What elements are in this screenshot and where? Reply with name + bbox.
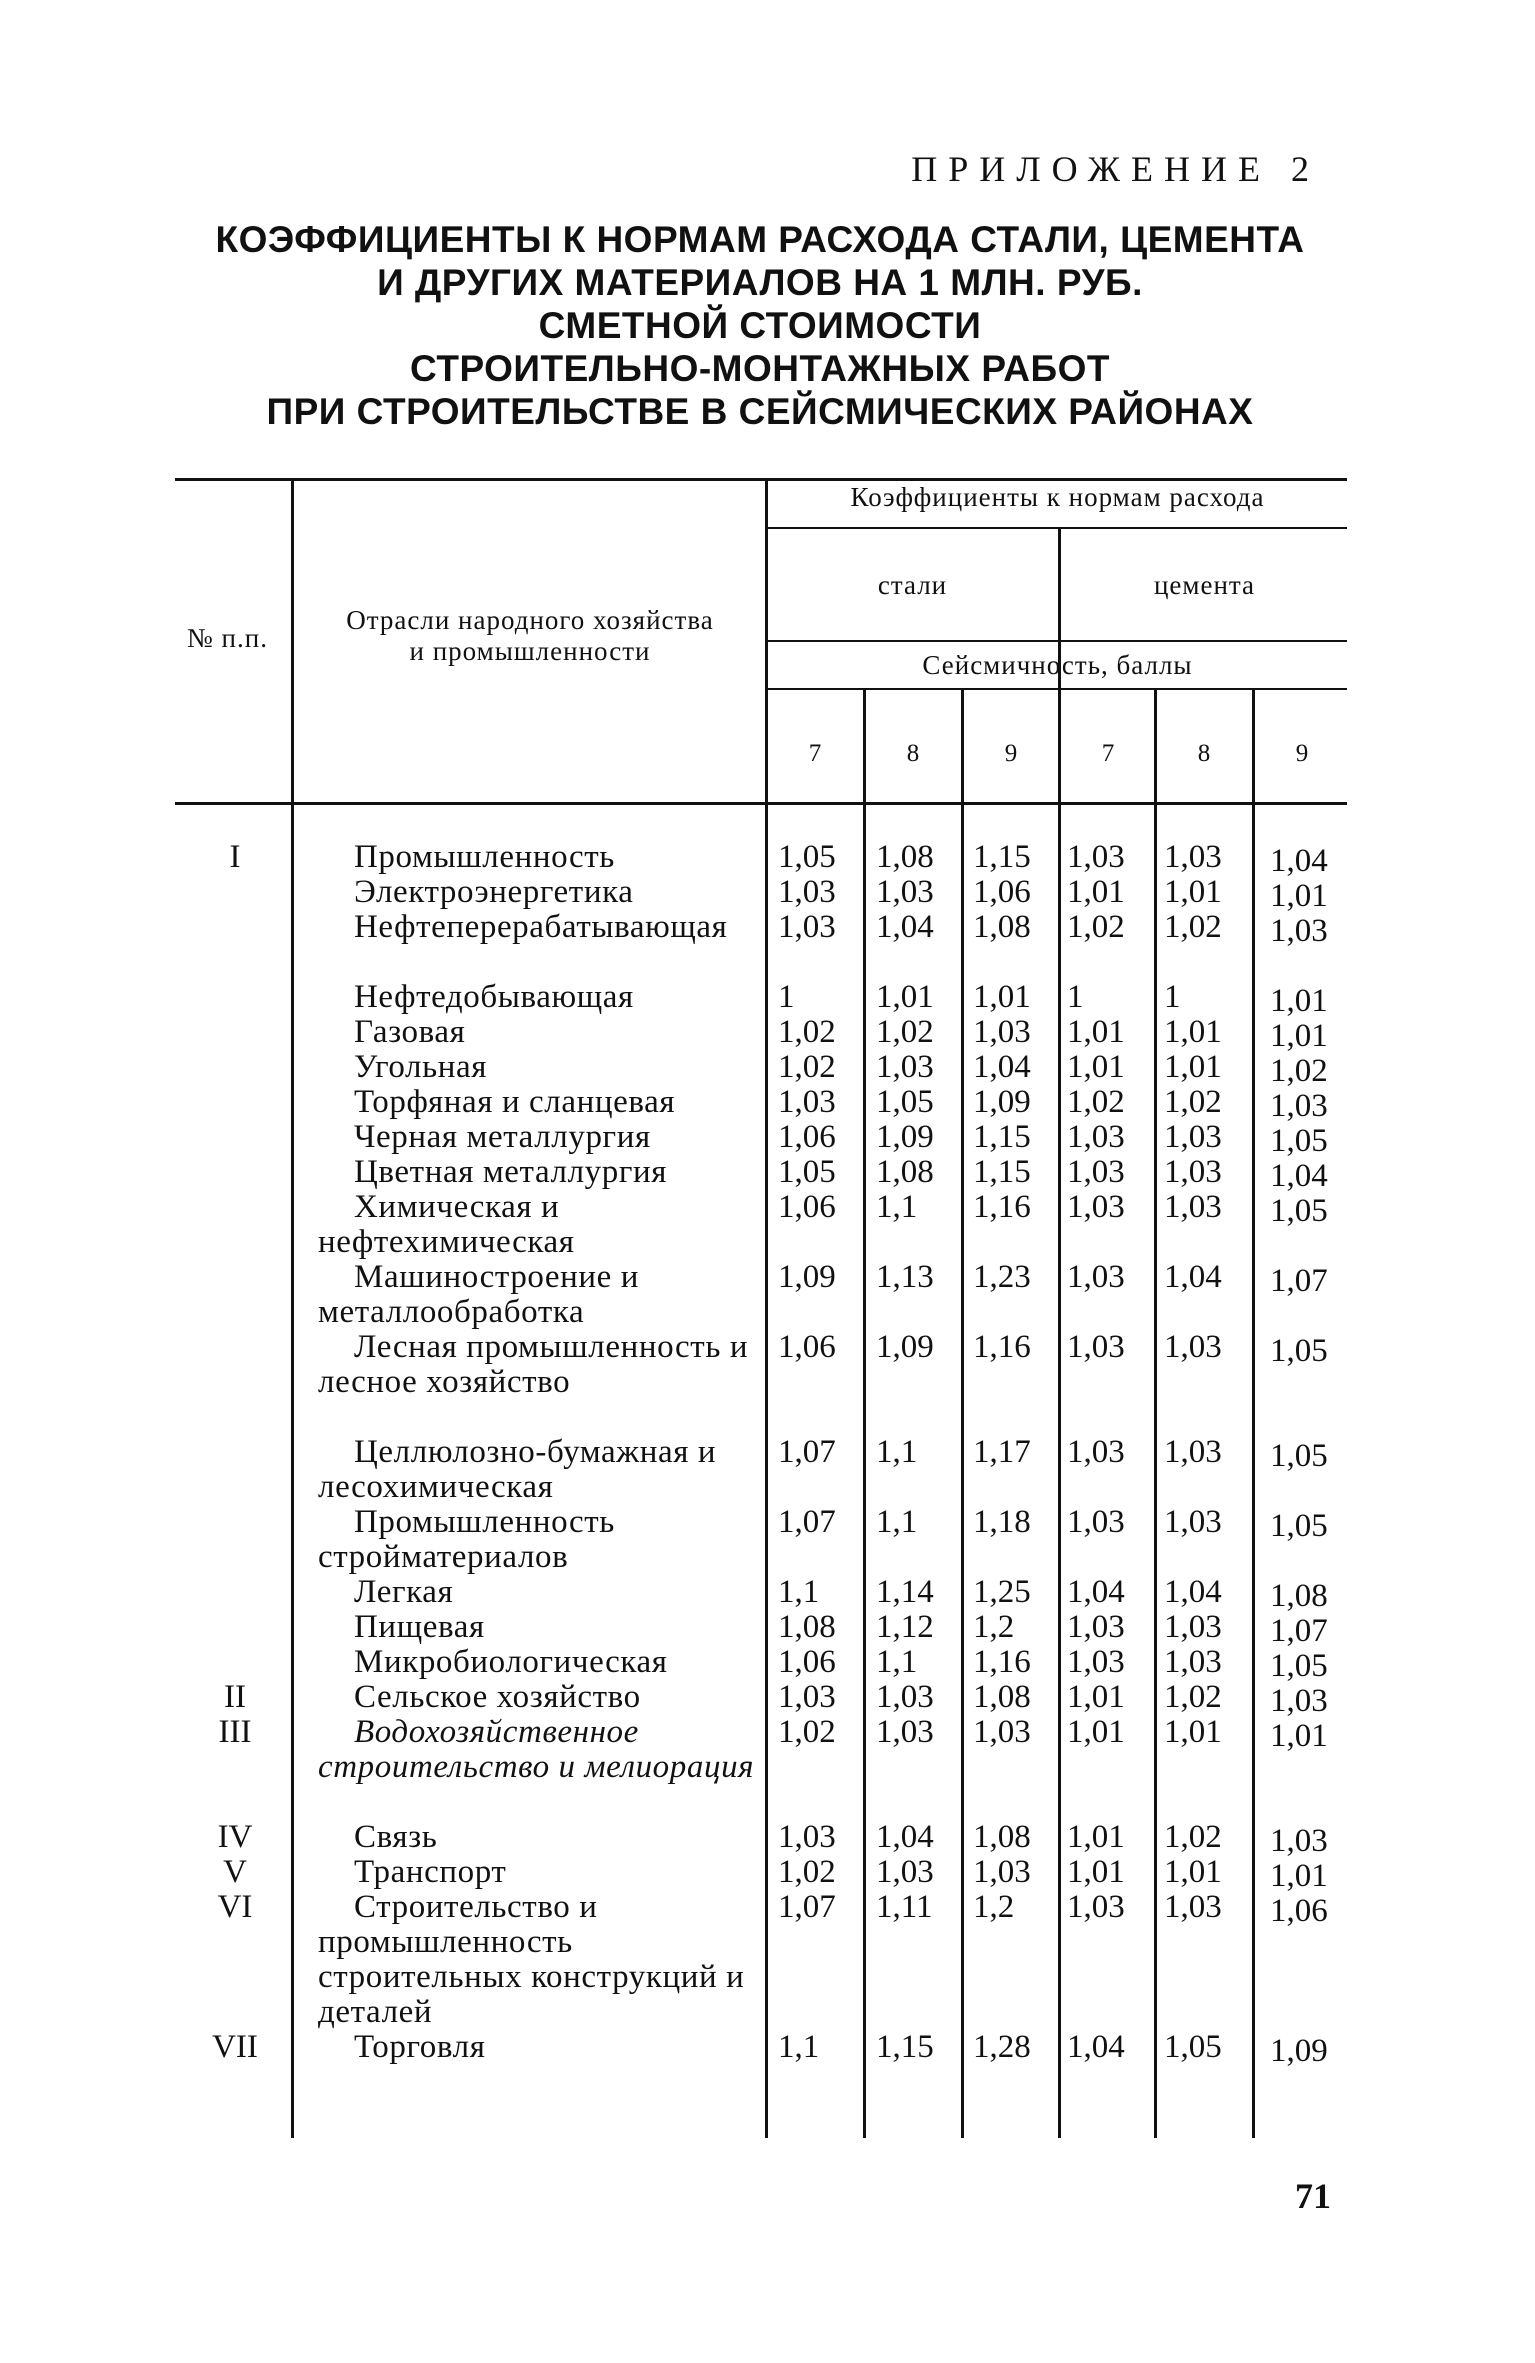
branch-name: Торфяная и сланцевая [354, 1084, 676, 1120]
table-top-rule [175, 478, 1347, 481]
row-number: VI [217, 1889, 253, 1925]
coefficient-value: 1,2 [973, 1609, 1015, 1645]
header-num: № п.п. [187, 623, 268, 653]
coefficient-value: 1,15 [876, 2029, 934, 2065]
coefficient-value: 1,06 [1270, 1893, 1328, 1929]
coefficient-value: 1,04 [876, 909, 934, 945]
col-divider-num [291, 478, 294, 2138]
header-level: 8 [906, 740, 921, 767]
branch-name: Транспорт [354, 1854, 507, 1890]
coefficient-value: 1,03 [1164, 1504, 1222, 1540]
branch-name: Цветная металлургия [354, 1154, 668, 1190]
coefficient-value: 1,03 [1067, 1644, 1125, 1680]
branch-name: Газовая [354, 1014, 466, 1050]
coefficient-value: 1,23 [973, 1259, 1031, 1295]
coefficient-value: 1,03 [1270, 1088, 1328, 1124]
coefficient-value: 1,04 [1164, 1259, 1222, 1295]
col-divider-7-8-steel [863, 690, 866, 2138]
coefficient-value: 1,03 [1270, 1823, 1328, 1859]
coefficient-value: 1,02 [778, 1854, 836, 1890]
branch-name: Угольная [354, 1049, 488, 1085]
header-level: 8 [1197, 740, 1212, 767]
coefficient-value: 1,03 [1164, 839, 1222, 875]
coefficient-value: 1,05 [1270, 1648, 1328, 1684]
coefficient-value: 1,02 [778, 1714, 836, 1750]
appendix-label: ПРИЛОЖЕНИЕ 2 [911, 149, 1320, 189]
coefficient-value: 1,01 [1067, 874, 1125, 910]
coefficient-value: 1,01 [1164, 874, 1222, 910]
coefficient-value: 1,03 [1164, 1434, 1222, 1470]
coefficient-value: 1,16 [973, 1329, 1031, 1365]
branch-name: Целлюлозно-бумажная и лесохимическая [318, 1434, 717, 1505]
branch-name: Водохозяйственное строительство и мелиорация [318, 1714, 755, 1785]
coefficient-value: 1,02 [778, 1049, 836, 1085]
coefficient-value: 1,02 [1164, 909, 1222, 945]
coefficient-value: 1,02 [778, 1014, 836, 1050]
coefficient-value: 1,15 [973, 839, 1031, 875]
coefficient-value: 1,02 [876, 1014, 934, 1050]
title-line: СМЕТНОЙ СТОИМОСТИ [538, 305, 982, 346]
branch-name: Легкая [354, 1574, 454, 1610]
coefficient-value: 1,03 [778, 1679, 836, 1715]
coefficient-value: 1,03 [1067, 1154, 1125, 1190]
coefficient-value: 1,03 [1067, 839, 1125, 875]
coefficient-value: 1,12 [876, 1609, 934, 1645]
coefficient-value: 1,08 [973, 1819, 1031, 1855]
coefficient-value: 1,03 [778, 874, 836, 910]
coefficient-value: 1,04 [1270, 1158, 1328, 1194]
coefficient-value: 1,11 [876, 1889, 933, 1925]
row-number: I [229, 839, 241, 875]
coefficient-value: 1,16 [973, 1189, 1031, 1225]
coefficient-value: 1,1 [876, 1434, 918, 1470]
document-title [170, 218, 1350, 433]
coefficient-value: 1,03 [973, 1714, 1031, 1750]
coefficient-value: 1,03 [1067, 1504, 1125, 1540]
header-level: 7 [808, 740, 823, 767]
coefficient-value: 1,08 [1270, 1578, 1328, 1614]
coefficient-value: 1,02 [1067, 909, 1125, 945]
coefficient-value: 1,25 [973, 1574, 1031, 1610]
coefficient-value: 1,03 [1067, 1119, 1125, 1155]
coefficient-value: 1,01 [1067, 1854, 1125, 1890]
col-divider-7-8-cement [1154, 690, 1157, 2138]
coefficient-value: 1,03 [1164, 1329, 1222, 1365]
coefficient-value: 1,05 [778, 839, 836, 875]
coefficient-value: 1,01 [1164, 1014, 1222, 1050]
coefficient-value: 1,01 [1270, 983, 1328, 1019]
coefficient-value: 1,06 [973, 874, 1031, 910]
branch-name: Электроэнергетика [354, 874, 634, 910]
header-bottom-rule [175, 802, 1347, 805]
coefficient-value: 1,03 [973, 1014, 1031, 1050]
coefficient-value: 1,05 [1270, 1123, 1328, 1159]
coefficient-value: 1,28 [973, 2029, 1031, 2065]
header-level: 9 [1004, 740, 1019, 767]
coefficient-value: 1,03 [1067, 1609, 1125, 1645]
coefficient-value: 1,04 [1164, 1574, 1222, 1610]
row-number: V [223, 1854, 247, 1890]
branch-name: Строительство и промышленность строительных конструкций и деталей [318, 1889, 745, 2030]
coefficient-value: 1,01 [1067, 1819, 1125, 1855]
header-seismicity: Сейсмичность, баллы [922, 650, 1193, 680]
coefficient-value: 1,05 [1270, 1438, 1328, 1474]
coefficient-value: 1,01 [1164, 1049, 1222, 1085]
coefficient-value: 1,02 [1067, 1084, 1125, 1120]
coefficient-value: 1,03 [876, 1049, 934, 1085]
col-divider-steel-cement [1058, 529, 1061, 2138]
coefficient-value: 1,15 [973, 1154, 1031, 1190]
coefficient-value: 1,02 [1164, 1819, 1222, 1855]
title-line: КОЭФФИЦИЕНТЫ К НОРМАМ РАСХОДА СТАЛИ, ЦЕМЕНТА [215, 219, 1305, 260]
title-line: СТРОИТЕЛЬНО-МОНТАЖНЫХ РАБОТ [410, 348, 1110, 389]
coefficient-value: 1,05 [778, 1154, 836, 1190]
coefficient-value: 1,01 [1067, 1679, 1125, 1715]
header-branch-line1: Отрасли народного хозяйства [346, 605, 714, 635]
coefficient-value: 1,06 [778, 1119, 836, 1155]
coefficient-value: 1,2 [973, 1889, 1015, 1925]
title-line: И ДРУГИХ МАТЕРИАЛОВ НА 1 МЛН. РУБ. [377, 262, 1143, 303]
coefficient-value: 1,06 [778, 1644, 836, 1680]
coefficient-value: 1,03 [1067, 1329, 1125, 1365]
coefficient-value: 1,01 [1270, 1018, 1328, 1054]
coefficient-value: 1,01 [1067, 1714, 1125, 1750]
coefficient-value: 1,18 [973, 1504, 1031, 1540]
coefficient-value: 1,03 [876, 1714, 934, 1750]
row-number: II [224, 1679, 246, 1715]
coefficient-value: 1,03 [1164, 1189, 1222, 1225]
coefficient-value: 1,05 [1164, 2029, 1222, 2065]
branch-name: Торговля [354, 2029, 486, 2065]
coefficient-value: 1,17 [973, 1434, 1031, 1470]
header-coefficients: Коэффициенты к нормам расхода [850, 482, 1265, 512]
branch-name: Черная металлургия [354, 1119, 651, 1155]
coefficient-value: 1,03 [876, 874, 934, 910]
coefficient-value: 1,07 [1270, 1613, 1328, 1649]
header-cement: цемента [1153, 570, 1256, 600]
coefficient-value: 1,03 [1067, 1189, 1125, 1225]
col-divider-8-9-cement [1252, 690, 1255, 2138]
coefficient-value: 1,15 [973, 1119, 1031, 1155]
coefficient-value: 1,03 [778, 909, 836, 945]
coefficient-value: 1,04 [1067, 1574, 1125, 1610]
coefficient-value: 1 [1067, 979, 1084, 1015]
row-number: VII [212, 2029, 258, 2065]
coefficient-value: 1,1 [876, 1644, 918, 1680]
coefficient-value: 1,03 [1164, 1154, 1222, 1190]
title-line: ПРИ СТРОИТЕЛЬСТВЕ В СЕЙСМИЧЕСКИХ РАЙОНАХ [266, 391, 1254, 432]
coefficient-value: 1,03 [1164, 1609, 1222, 1645]
col-divider-branch [765, 478, 768, 2138]
header-level: 7 [1101, 740, 1116, 767]
coefficient-value: 1,03 [1164, 1119, 1222, 1155]
coefficient-value: 1,03 [876, 1854, 934, 1890]
coefficient-value: 1,03 [1164, 1644, 1222, 1680]
coefficient-value: 1,06 [778, 1329, 836, 1365]
branch-name: Машиностроение и металлообработка [318, 1259, 640, 1330]
coefficient-value: 1,05 [876, 1084, 934, 1120]
coefficient-value: 1 [1164, 979, 1181, 1015]
coefficient-value: 1,08 [778, 1609, 836, 1645]
coefficient-value: 1,01 [1067, 1014, 1125, 1050]
branch-name: Микробиологическая [354, 1644, 668, 1680]
coefficient-value: 1,04 [876, 1819, 934, 1855]
coefficient-value: 1,03 [876, 1679, 934, 1715]
coefficient-value: 1,03 [1067, 1889, 1125, 1925]
branch-name: Нефтедобывающая [354, 979, 634, 1015]
coefficient-value: 1,05 [1270, 1508, 1328, 1544]
coefficient-value: 1,09 [1270, 2033, 1328, 2069]
coefficient-value: 1,03 [1270, 913, 1328, 949]
coefficient-value: 1,08 [876, 1154, 934, 1190]
coefficient-value: 1,09 [876, 1329, 934, 1365]
header-steel: стали [877, 570, 948, 600]
coefficient-value: 1,09 [778, 1259, 836, 1295]
coefficient-value: 1,01 [1164, 1714, 1222, 1750]
coefficient-value: 1,1 [778, 1574, 820, 1610]
row-number: IV [217, 1819, 253, 1855]
coefficient-value: 1,1 [876, 1504, 918, 1540]
branch-name: Нефтеперерабатывающая [354, 909, 728, 945]
coefficient-value: 1,07 [1270, 1263, 1328, 1299]
branch-name: Промышленность [354, 839, 615, 875]
coefficient-value: 1,03 [1067, 1259, 1125, 1295]
col-divider-8-9-steel [961, 690, 964, 2138]
coefficient-value: 1,08 [876, 839, 934, 875]
coefficient-value: 1,03 [778, 1084, 836, 1120]
row-number: III [218, 1714, 252, 1750]
coefficient-value: 1,01 [1270, 1718, 1328, 1754]
coefficient-value: 1,01 [1270, 878, 1328, 914]
coefficient-value: 1,13 [876, 1259, 934, 1295]
branch-name: Пищевая [354, 1609, 485, 1645]
branch-name: Сельское хозяйство [354, 1679, 641, 1715]
coefficient-value: 1,05 [1270, 1333, 1328, 1369]
coefficient-value: 1,04 [1067, 2029, 1125, 2065]
coefficient-value: 1,01 [1164, 1854, 1222, 1890]
branch-name: Химическая и нефтехимическая [318, 1189, 575, 1260]
coefficient-value: 1 [778, 979, 795, 1015]
coefficient-value: 1,04 [1270, 843, 1328, 879]
header-level: 9 [1295, 740, 1310, 767]
coefficient-value: 1,14 [876, 1574, 934, 1610]
coefficient-value: 1,01 [876, 979, 934, 1015]
header-branch-line2: и промышленности [409, 636, 651, 666]
branch-name: Лесная промышленность и лесное хозяйство [318, 1329, 749, 1400]
coefficient-value: 1,03 [778, 1819, 836, 1855]
coefficient-value: 1,1 [778, 2029, 820, 2065]
branch-name: Промышленность стройматериалов [318, 1504, 615, 1575]
coefficient-value: 1,06 [778, 1189, 836, 1225]
coefficient-value: 1,07 [778, 1504, 836, 1540]
coefficient-value: 1,04 [973, 1049, 1031, 1085]
coefficient-value: 1,08 [973, 1679, 1031, 1715]
coefficient-value: 1,03 [1067, 1434, 1125, 1470]
coefficient-value: 1,09 [973, 1084, 1031, 1120]
branch-name: Связь [354, 1819, 438, 1855]
coefficient-value: 1,02 [1270, 1053, 1328, 1089]
coefficient-value: 1,01 [973, 979, 1031, 1015]
coefficient-value: 1,02 [1164, 1679, 1222, 1715]
coefficient-value: 1,01 [1067, 1049, 1125, 1085]
coefficient-value: 1,01 [1270, 1858, 1328, 1894]
coefficient-value: 1,03 [973, 1854, 1031, 1890]
coefficient-value: 1,03 [1270, 1683, 1328, 1719]
coefficient-value: 1,07 [778, 1889, 836, 1925]
coefficient-value: 1,02 [1164, 1084, 1222, 1120]
coefficient-value: 1,05 [1270, 1193, 1328, 1229]
coefficient-value: 1,16 [973, 1644, 1031, 1680]
coefficient-value: 1,08 [973, 909, 1031, 945]
coefficient-value: 1,03 [1164, 1889, 1222, 1925]
coefficient-value: 1,09 [876, 1119, 934, 1155]
coefficient-value: 1,07 [778, 1434, 836, 1470]
coefficient-value: 1,1 [876, 1189, 918, 1225]
page-number: 71 [1295, 2176, 1331, 2216]
